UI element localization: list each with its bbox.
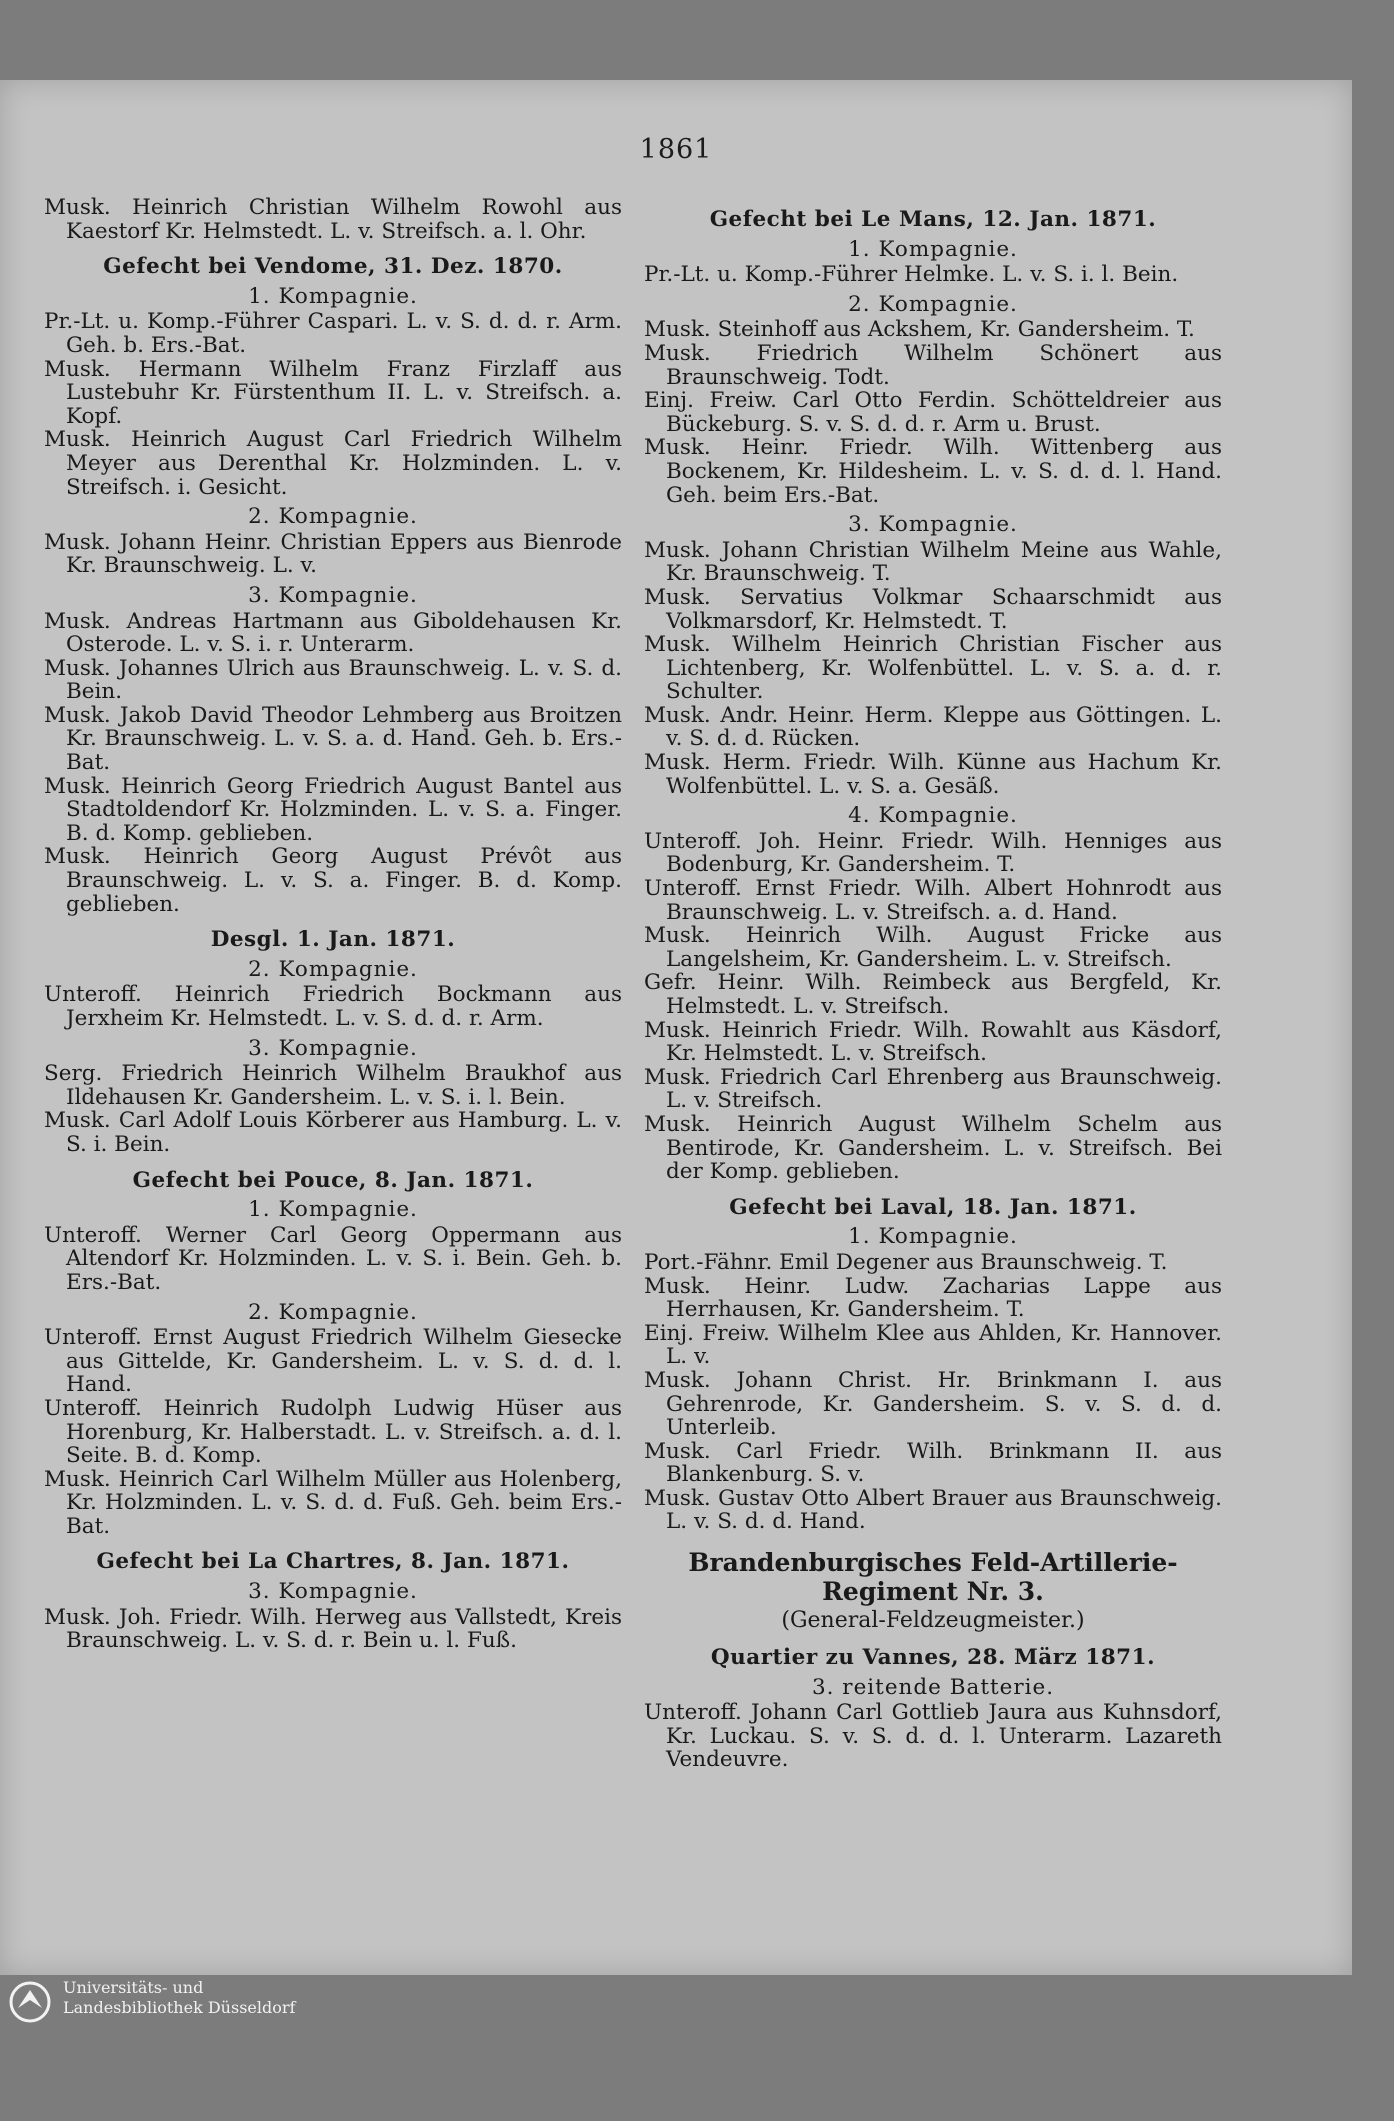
list-entry: Pr.-Lt. u. Komp.-Führer Helmke. L. v. S. i. l. Bein. bbox=[644, 262, 1179, 288]
list-entry: Musk. Heinr. Ludw. Zacharias Lappe aus Herrhausen, Kr. Gandersheim. T. bbox=[644, 1273, 1222, 1323]
company-heading: 2. Kompagnie. bbox=[248, 956, 418, 982]
list-entry: Musk. Heinrich Christian Wilhelm Rowohl aus Kaestorf Kr. Helmstedt. L. v. Streifsch. a. l. Ohr. bbox=[44, 195, 622, 244]
list-entry: Musk. Friedrich Wilhelm Schönert aus Braunschweig. Todt. bbox=[644, 340, 1222, 390]
regiment-subheading: (General-Feldzeugmeister.) bbox=[781, 1608, 1085, 1634]
list-entry: Unteroff. Heinrich Rudolph Ludwig Hüser aus Horenburg, Kr. Halberstadt. L. v. Streifsch. a. d. l. Seite. B. d. Komp. bbox=[44, 1395, 622, 1469]
footer-line-2: Landesbibliothek Düsseldorf bbox=[63, 1998, 296, 2017]
company-heading: 2. Kompagnie. bbox=[248, 1299, 418, 1325]
list-entry: Musk. Gustav Otto Albert Brauer aus Braunschweig. L. v. S. d. d. Hand. bbox=[644, 1485, 1222, 1535]
list-entry: Unteroff. Ernst August Friedrich Wilhelm Giesecke aus Gittelde, Kr. Gandersheim. L. v. S. d. d. l. Hand. bbox=[44, 1325, 622, 1398]
company-heading: 1. Kompagnie. bbox=[248, 283, 418, 309]
list-entry: Musk. Heinrich Wilh. August Fricke aus Langelsheim, Kr. Gandersheim. L. v. Streifsch. bbox=[644, 923, 1222, 972]
section-heading: Desgl. 1. Jan. 1871. bbox=[210, 927, 456, 953]
company-heading: 1. Kompagnie. bbox=[848, 236, 1018, 262]
list-entry: Musk. Heinrich Georg August Prévôt aus Braunschweig. L. v. S. a. Finger. B. d. Komp. geblieben. bbox=[44, 844, 622, 917]
list-entry: Unteroff. Heinrich Friedrich Bockmann aus Jerxheim Kr. Helmstedt. L. v. S. d. d. r. Arm. bbox=[44, 982, 622, 1031]
company-heading: 3. Kompagnie. bbox=[848, 512, 1018, 538]
library-logo-icon bbox=[8, 1980, 52, 2024]
company-heading: 1. Kompagnie. bbox=[848, 1224, 1018, 1250]
list-entry: Musk. Johannes Ulrich aus Braunschweig. L. v. S. d. Bein. bbox=[44, 655, 622, 705]
list-entry: Gefr. Heinr. Wilh. Reimbeck aus Bergfeld, Kr. Helmstedt. L. v. Streifsch. bbox=[644, 970, 1222, 1019]
company-heading: 3. reitende Batterie. bbox=[811, 1674, 1055, 1700]
list-entry: Einj. Freiw. Carl Otto Ferdin. Schötteldreier aus Bückeburg. S. v. S. d. d. r. Arm u. Brust. bbox=[644, 388, 1222, 437]
list-entry: Musk. Carl Friedr. Wilh. Brinkmann II. aus Blankenburg. S. v. bbox=[644, 1438, 1222, 1488]
section-heading: Quartier zu Vannes, 28. März 1871. bbox=[710, 1645, 1156, 1671]
section-heading: Gefecht bei Pouce, 8. Jan. 1871. bbox=[132, 1167, 534, 1193]
list-entry: Musk. Wilhelm Heinrich Christian Fischer aus Lichtenberg, Kr. Wolfenbüttel. L. v. S. a. d. r. Schulter. bbox=[644, 632, 1222, 705]
company-heading: 2. Kompagnie. bbox=[848, 291, 1018, 317]
list-entry: Musk. Steinhoff aus Ackshem, Kr. Gandersheim. T. bbox=[644, 317, 1195, 343]
list-entry: Musk. Joh. Friedr. Wilh. Herweg aus Vallstedt, Kreis Braunschweig. L. v. S. d. r. Bein u. l. Fuß. bbox=[44, 1604, 622, 1654]
list-entry: Einj. Freiw. Wilhelm Klee aus Ahlden, Kr. Hannover. L. v. bbox=[644, 1320, 1222, 1370]
footer-attribution bbox=[63, 1978, 295, 2018]
list-entry: Unteroff. Werner Carl Georg Oppermann aus Altendorf Kr. Holzminden. L. v. S. i. Bein. Geh. b. Ers.-Bat. bbox=[44, 1222, 622, 1295]
list-entry: Musk. Andreas Hartmann aus Giboldehausen Kr. Osterode. L. v. S. i. r. Unterarm. bbox=[44, 608, 622, 658]
list-entry: Musk. Carl Adolf Louis Körberer aus Hamburg. L. v. S. i. Bein. bbox=[44, 1108, 622, 1157]
list-entry: Serg. Friedrich Heinrich Wilhelm Braukhof aus Ildehausen Kr. Gandersheim. L. v. S. i. l. Bein. bbox=[44, 1061, 622, 1110]
regiment-heading: Brandenburgisches Feld-Artillerie-Regiment Nr. 3. bbox=[688, 1548, 1178, 1607]
list-entry: Musk. Servatius Volkmar Schaarschmidt aus Volkmarsdorf, Kr. Helmstedt. T. bbox=[644, 584, 1222, 634]
list-entry: Musk. Friedrich Carl Ehrenberg aus Braunschweig. L. v. Streifsch. bbox=[644, 1064, 1222, 1114]
company-heading: 3. Kompagnie. bbox=[248, 582, 418, 608]
list-entry: Port.-Fähnr. Emil Degener aus Braunschweig. T. bbox=[644, 1249, 1168, 1275]
list-entry: Musk. Hermann Wilhelm Franz Firzlaff aus Lustebuhr Kr. Fürstenthum II. L. v. Streifsch. a. Kopf. bbox=[44, 356, 622, 429]
right-column bbox=[644, 196, 1222, 1772]
list-entry: Musk. Heinrich Carl Wilhelm Müller aus Holenberg, Kr. Holzminden. L. v. S. d. d. Fuß. Geh. beim Ers.-Bat. bbox=[44, 1466, 622, 1539]
list-entry: Musk. Jakob David Theodor Lehmberg aus Broitzen Kr. Braunschweig. L. v. S. a. d. Hand. Geh. b. Ers.-Bat. bbox=[44, 702, 622, 776]
page-number: 1861 bbox=[639, 134, 713, 165]
list-entry: Musk. Heinr. Friedr. Wilh. Wittenberg aus Bockenem, Kr. Hildesheim. L. v. S. d. d. l. Hand. Geh. beim Ers.-Bat. bbox=[644, 435, 1222, 508]
footer-line-1: Universitäts- und bbox=[63, 1978, 204, 1997]
list-entry: Musk. Heinrich August Carl Friedrich Wilhelm Meyer aus Derenthal Kr. Holzminden. L. v. Streifsch. i. Gesicht. bbox=[44, 427, 622, 500]
section-heading: Gefecht bei Vendome, 31. Dez. 1870. bbox=[103, 254, 563, 280]
company-heading: 4. Kompagnie. bbox=[848, 803, 1018, 829]
list-entry: Unteroff. Joh. Heinr. Friedr. Wilh. Henniges aus Bodenburg, Kr. Gandersheim. T. bbox=[644, 828, 1222, 878]
list-entry: Musk. Johann Heinr. Christian Eppers aus Bienrode Kr. Braunschweig. L. v. bbox=[44, 529, 622, 579]
left-column bbox=[44, 196, 622, 1653]
list-entry: Musk. Johann Christian Wilhelm Meine aus Wahle, Kr. Braunschweig. T. bbox=[644, 537, 1222, 587]
list-entry: Unteroff. Johann Carl Gottlieb Jaura aus Kuhnsdorf, Kr. Luckau. S. v. S. d. d. l. Unterarm. Lazareth Vendeuvre. bbox=[644, 1700, 1222, 1773]
list-entry: Musk. Heinrich Friedr. Wilh. Rowahlt aus Käsdorf, Kr. Helmstedt. L. v. Streifsch. bbox=[644, 1017, 1222, 1067]
list-entry: Musk. Johann Christ. Hr. Brinkmann I. aus Gehrenrode, Kr. Gandersheim. S. v. S. d. d. Unterleib. bbox=[644, 1367, 1222, 1441]
company-heading: 1. Kompagnie. bbox=[248, 1197, 418, 1223]
section-heading: Gefecht bei La Chartres, 8. Jan. 1871. bbox=[96, 1549, 570, 1575]
company-heading: 2. Kompagnie. bbox=[248, 504, 418, 530]
list-entry: Musk. Herm. Friedr. Wilh. Künne aus Hachum Kr. Wolfenbüttel. L. v. S. a. Gesäß. bbox=[644, 750, 1222, 799]
section-heading: Gefecht bei Le Mans, 12. Jan. 1871. bbox=[709, 207, 1157, 232]
section-heading: Gefecht bei Laval, 18. Jan. 1871. bbox=[729, 1194, 1137, 1220]
list-entry: Unteroff. Ernst Friedr. Wilh. Albert Hohnrodt aus Braunschweig. L. v. Streifsch. a. d. Hand. bbox=[644, 876, 1222, 925]
list-entry: Pr.-Lt. u. Komp.-Führer Caspari. L. v. S. d. d. r. Arm. Geh. b. Ers.-Bat. bbox=[44, 309, 622, 358]
company-heading: 3. Kompagnie. bbox=[248, 1579, 418, 1605]
list-entry: Musk. Andr. Heinr. Herm. Kleppe aus Göttingen. L. v. S. d. d. Rücken. bbox=[644, 702, 1222, 752]
list-entry: Musk. Heinrich August Wilhelm Schelm aus Bentirode, Kr. Gandersheim. L. v. Streifsch. Bei der Komp. geblieben. bbox=[644, 1111, 1222, 1185]
company-heading: 3. Kompagnie. bbox=[248, 1035, 418, 1061]
list-entry: Musk. Heinrich Georg Friedrich August Bantel aus Stadtoldendorf Kr. Holzminden. L. v. S. a. Finger. B. d. Komp. geblieben. bbox=[44, 773, 622, 846]
